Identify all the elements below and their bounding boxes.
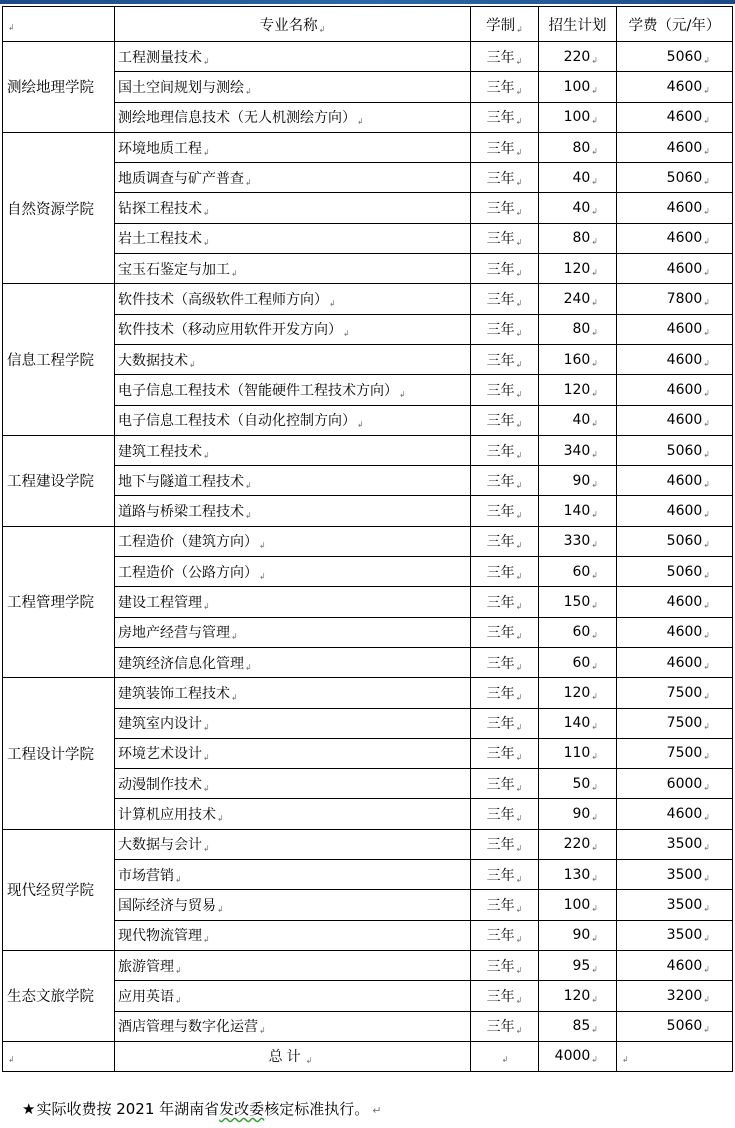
major-name: 现代物流管理↲ <box>115 920 471 950</box>
table-row <box>3 829 733 859</box>
fee-cell: 4600↲ <box>617 496 733 526</box>
duration-cell: 三年↲ <box>471 435 539 465</box>
college-name: 工程管理学院 <box>3 526 115 677</box>
duration-cell: 三年↲ <box>471 617 539 647</box>
fee-cell: 4600↲ <box>617 223 733 253</box>
fee-cell: 7800↲ <box>617 284 733 314</box>
major-name: 建设工程管理↲ <box>115 587 471 617</box>
plan-cell: 150↲ <box>539 587 617 617</box>
plan-cell: 240↲ <box>539 284 617 314</box>
duration-cell: 三年↲ <box>471 284 539 314</box>
duration-cell: 三年↲ <box>471 1011 539 1041</box>
major-name: 建筑室内设计↲ <box>115 708 471 738</box>
plan-cell: 120↲ <box>539 981 617 1011</box>
header-fee: 学费（元/年） <box>617 7 733 42</box>
plan-cell: 220↲ <box>539 829 617 859</box>
plan-cell: 120↲ <box>539 678 617 708</box>
major-name: 旅游管理↲ <box>115 950 471 980</box>
fee-cell: 4600↲ <box>617 647 733 677</box>
star-icon: ★ <box>22 1100 36 1118</box>
major-name: 工程造价（公路方向）↲ <box>115 557 471 587</box>
major-name: 环境地质工程↲ <box>115 132 471 162</box>
plan-cell: 100↲ <box>539 890 617 920</box>
fee-cell: 7500↲ <box>617 738 733 768</box>
document-page <box>0 4 735 1128</box>
duration-cell: 三年↲ <box>471 920 539 950</box>
plan-cell: 80↲ <box>539 314 617 344</box>
major-name: 电子信息工程技术（智能硬件工程技术方向）↲ <box>115 375 471 405</box>
table-row <box>3 526 733 556</box>
fee-note <box>22 1098 381 1119</box>
plan-cell: 130↲ <box>539 860 617 890</box>
major-name: 应用英语↲ <box>115 981 471 1011</box>
duration-cell: 三年↲ <box>471 557 539 587</box>
duration-cell: 三年↲ <box>471 769 539 799</box>
table-body <box>3 42 733 1072</box>
fee-cell: 4600↲ <box>617 375 733 405</box>
college-name: 测绘地理学院 <box>3 42 115 133</box>
college-name: 生态文旅学院 <box>3 950 115 1041</box>
plan-cell: 90↲ <box>539 920 617 950</box>
fee-cell: 5060↲ <box>617 526 733 556</box>
fee-cell: 4600↲ <box>617 950 733 980</box>
plan-cell: 50↲ <box>539 769 617 799</box>
major-name: 国土空间规划与测绘↲ <box>115 72 471 102</box>
plan-cell: 85↲ <box>539 1011 617 1041</box>
plan-cell: 95↲ <box>539 950 617 980</box>
plan-cell: 80↲ <box>539 132 617 162</box>
header-plan: 招生计划 <box>539 7 617 42</box>
fee-cell: 3500↲ <box>617 860 733 890</box>
plan-cell: 40↲ <box>539 405 617 435</box>
table-row <box>3 284 733 314</box>
fee-cell: 5060↲ <box>617 42 733 72</box>
duration-cell: 三年↲ <box>471 223 539 253</box>
duration-cell: 三年↲ <box>471 799 539 829</box>
major-name: 地质调查与矿产普查↲ <box>115 163 471 193</box>
major-name: 大数据与会计↲ <box>115 829 471 859</box>
duration-cell: 三年↲ <box>471 708 539 738</box>
plan-cell: 40↲ <box>539 163 617 193</box>
major-name: 动漫制作技术↲ <box>115 769 471 799</box>
duration-cell: 三年↲ <box>471 496 539 526</box>
major-name: 软件技术（移动应用软件开发方向）↲ <box>115 314 471 344</box>
table-row <box>3 42 733 72</box>
plan-cell: 90↲ <box>539 799 617 829</box>
duration-cell: 三年↲ <box>471 132 539 162</box>
table-row <box>3 132 733 162</box>
college-name: 工程设计学院 <box>3 678 115 829</box>
major-name: 大数据技术↲ <box>115 344 471 374</box>
fee-cell: 4600↲ <box>617 799 733 829</box>
duration-cell: 三年↲ <box>471 860 539 890</box>
plan-cell: 80↲ <box>539 223 617 253</box>
fee-cell: 3500↲ <box>617 890 733 920</box>
duration-cell: 三年↲ <box>471 981 539 1011</box>
plan-cell: 140↲ <box>539 496 617 526</box>
fee-cell: 7500↲ <box>617 708 733 738</box>
fee-cell: 3500↲ <box>617 920 733 950</box>
major-name: 建筑经济信息化管理↲ <box>115 647 471 677</box>
plan-cell: 340↲ <box>539 435 617 465</box>
fee-cell: 5060↲ <box>617 1011 733 1041</box>
duration-cell: 三年↲ <box>471 405 539 435</box>
fee-cell: 4600↲ <box>617 314 733 344</box>
plan-cell: 60↲ <box>539 617 617 647</box>
major-name: 岩土工程技术↲ <box>115 223 471 253</box>
major-name: 软件技术（高级软件工程师方向）↲ <box>115 284 471 314</box>
fee-cell: 3500↲ <box>617 829 733 859</box>
plan-cell: 220↲ <box>539 42 617 72</box>
major-name: 钻探工程技术↲ <box>115 193 471 223</box>
table-row <box>3 435 733 465</box>
major-name: 道路与桥梁工程技术↲ <box>115 496 471 526</box>
duration-cell: 三年↲ <box>471 738 539 768</box>
fee-cell: 4600↲ <box>617 72 733 102</box>
plan-cell: 330↲ <box>539 526 617 556</box>
major-name: 测绘地理信息技术（无人机测绘方向）↲ <box>115 102 471 132</box>
note-text-after: 核定标准执行。 <box>264 1100 370 1118</box>
duration-cell: 三年↲ <box>471 526 539 556</box>
duration-cell: 三年↲ <box>471 254 539 284</box>
major-name: 工程造价（建筑方向）↲ <box>115 526 471 556</box>
major-name: 地下与隧道工程技术↲ <box>115 466 471 496</box>
duration-cell: 三年↲ <box>471 678 539 708</box>
college-name: 信息工程学院 <box>3 284 115 435</box>
enrollment-table <box>2 6 733 1072</box>
plan-cell: 90↲ <box>539 466 617 496</box>
paragraph-mark-icon: ↵ <box>372 1104 382 1117</box>
table-row <box>3 950 733 980</box>
note-text-before: 实际收费按 2021 年湖南省 <box>36 1100 220 1118</box>
fee-cell: 6000↲ <box>617 769 733 799</box>
major-name: 工程测量技术↲ <box>115 42 471 72</box>
total-blank-college: ↲ <box>3 1041 115 1071</box>
plan-cell: 60↲ <box>539 557 617 587</box>
fee-cell: 4600↲ <box>617 466 733 496</box>
plan-cell: 60↲ <box>539 647 617 677</box>
fee-cell: 4600↲ <box>617 254 733 284</box>
duration-cell: 三年↲ <box>471 193 539 223</box>
table-header-row <box>3 7 733 42</box>
college-name: 自然资源学院 <box>3 132 115 283</box>
plan-cell: 120↲ <box>539 375 617 405</box>
duration-cell: 三年↲ <box>471 890 539 920</box>
plan-cell: 140↲ <box>539 708 617 738</box>
note-text-wavy: 发改委 <box>219 1100 265 1118</box>
duration-cell: 三年↲ <box>471 314 539 344</box>
major-name: 房地产经营与管理↲ <box>115 617 471 647</box>
duration-cell: 三年↲ <box>471 72 539 102</box>
major-name: 建筑工程技术↲ <box>115 435 471 465</box>
plan-cell: 40↲ <box>539 193 617 223</box>
total-blank-duration: ↲ <box>471 1041 539 1071</box>
fee-cell: 4600↲ <box>617 617 733 647</box>
duration-cell: 三年↲ <box>471 375 539 405</box>
fee-cell: 4600↲ <box>617 132 733 162</box>
plan-cell: 120↲ <box>539 254 617 284</box>
header-major: 专业名称↲ <box>115 7 471 42</box>
duration-cell: 三年↲ <box>471 647 539 677</box>
major-name: 建筑装饰工程技术↲ <box>115 678 471 708</box>
total-label: 总计↲ <box>115 1041 471 1071</box>
major-name: 酒店管理与数字化运营↲ <box>115 1011 471 1041</box>
major-name: 宝玉石鉴定与加工↲ <box>115 254 471 284</box>
college-name: 现代经贸学院 <box>3 829 115 950</box>
fee-cell: 4600↲ <box>617 587 733 617</box>
duration-cell: 三年↲ <box>471 466 539 496</box>
duration-cell: 三年↲ <box>471 829 539 859</box>
fee-cell: 4600↲ <box>617 193 733 223</box>
plan-cell: 100↲ <box>539 102 617 132</box>
fee-cell: 4600↲ <box>617 102 733 132</box>
duration-cell: 三年↲ <box>471 587 539 617</box>
major-name: 市场营销↲ <box>115 860 471 890</box>
duration-cell: 三年↲ <box>471 42 539 72</box>
fee-cell: 5060↲ <box>617 163 733 193</box>
fee-cell: 3200↲ <box>617 981 733 1011</box>
header-duration: 学制↲ <box>471 7 539 42</box>
total-plan: 4000↲ <box>539 1041 617 1071</box>
fee-cell: 5060↲ <box>617 557 733 587</box>
fee-cell: 4600↲ <box>617 405 733 435</box>
major-name: 电子信息工程技术（自动化控制方向）↲ <box>115 405 471 435</box>
duration-cell: 三年↲ <box>471 102 539 132</box>
major-name: 环境艺术设计↲ <box>115 738 471 768</box>
plan-cell: 110↲ <box>539 738 617 768</box>
duration-cell: 三年↲ <box>471 344 539 374</box>
fee-cell: 4600↲ <box>617 344 733 374</box>
major-name: 国际经济与贸易↲ <box>115 890 471 920</box>
table-row <box>3 678 733 708</box>
total-blank-fee: ↲ <box>617 1041 733 1071</box>
duration-cell: 三年↲ <box>471 163 539 193</box>
duration-cell: 三年↲ <box>471 950 539 980</box>
total-row <box>3 1041 733 1071</box>
college-name: 工程建设学院 <box>3 435 115 526</box>
major-name: 计算机应用技术↲ <box>115 799 471 829</box>
plan-cell: 160↲ <box>539 344 617 374</box>
fee-cell: 5060↲ <box>617 435 733 465</box>
fee-cell: 7500↲ <box>617 678 733 708</box>
plan-cell: 100↲ <box>539 72 617 102</box>
header-college: ↲ <box>3 7 115 42</box>
